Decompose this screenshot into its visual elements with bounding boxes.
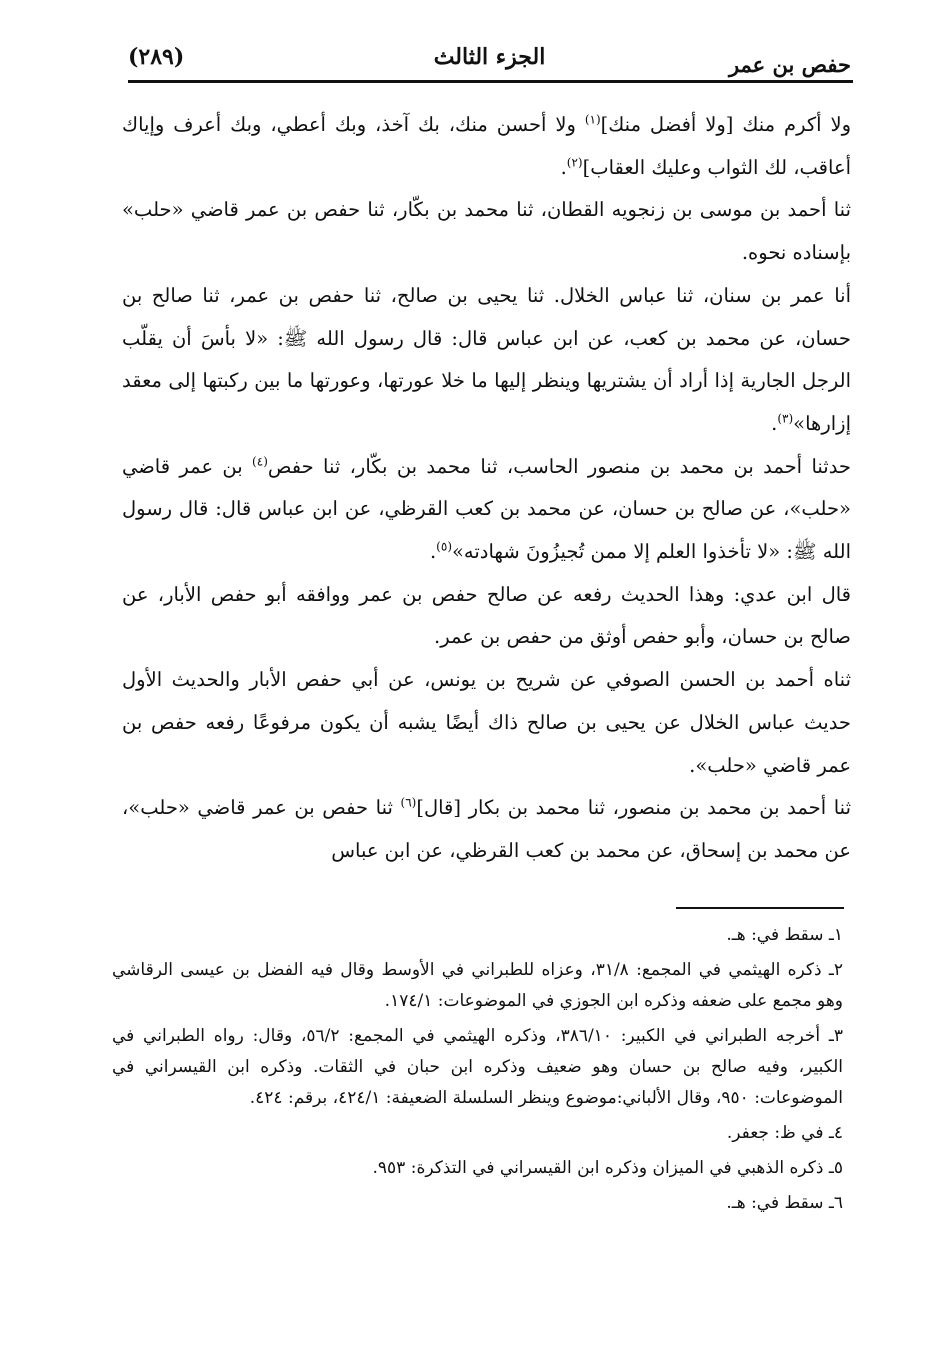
paragraph-text: ولا أكرم منك [ولا أفضل منك] — [600, 113, 852, 136]
page-number: (٢٨٩) — [128, 44, 185, 70]
footnote-marker: (٦) — [400, 795, 417, 810]
page-header — [128, 40, 851, 80]
paragraph-5 — [122, 574, 851, 659]
paragraph-text: . — [771, 411, 778, 435]
paragraph-text: . — [560, 155, 567, 179]
paragraph-6 — [122, 659, 851, 787]
footnotes — [112, 920, 843, 1223]
volume-title: الجزء الثالث — [433, 44, 546, 70]
paragraph-text: ثنا حفص بن عمر قاضي «حلب»، عن محمد بن إسحاق، عن محمد بن كعب القرظي، عن ابن عباس — [122, 796, 851, 862]
footnote-marker: (٥) — [436, 539, 452, 554]
paragraph-2 — [122, 189, 851, 274]
footnote-marker: (٤) — [252, 454, 268, 469]
main-text — [122, 104, 851, 873]
paragraph-text: ثنا أحمد بن محمد بن منصور، ثنا محمد بن بكار [قال] — [416, 796, 851, 820]
footnote-marker: (١) — [584, 112, 601, 127]
footnote-3: ٣ـ أخرجه الطبراني في الكبير: ٣٨٦/١٠، وذكره الهيثمي في المجمع: ٥٦/٢، وقال: رواه الطبراني في الكبير، وفيه صالح بن حسان وهو ضعيف وذكره ابن حبان في الثقات. وذكره ابن القيسراني في الموضوعات: ٩٥٠، وقال الألباني:موضوع وينظر السلسلة الضعيفة: ٤٢٤/١، برقم: ٤٢٤. — [112, 1026, 844, 1108]
footnote-4: ٤ـ في ظ: جعفر. — [726, 1123, 843, 1143]
paragraph-text: أنا عمر بن سنان، ثنا عباس الخلال. ثنا يحيى بن صالح، ثنا حفص بن عمر، ثنا صالح بن حسان، عن محمد بن كعب، عن ابن عباس قال: قال رسول الله ﷺ: «لا بأسَ أن يقلّب الرجل الجارية إذا أراد أن يشتريها وينظر إليها ما خلا عورتها، وعورتها ما بين ركبتها إلى معقد إزارها» — [122, 283, 851, 435]
paragraph-text: ثنا أحمد بن موسى بن زنجويه القطان، ثنا محمد بن بكّار، ثنا حفص بن عمر قاضي «حلب» بإسناده نحوه. — [122, 198, 851, 265]
paragraph-text: قال ابن عدي: وهذا الحديث رفعه عن صالح حفص بن عمر ووافقه أبو حفص الأبار، عن صالح بن حسان، وأبو حفص أوثق من حفص بن عمر. — [122, 582, 851, 649]
paragraph-1 — [122, 104, 851, 189]
paragraph-4 — [122, 446, 851, 574]
paragraph-3 — [122, 275, 851, 446]
footnote-separator — [676, 907, 844, 909]
paragraph-text: . — [429, 540, 437, 564]
paragraph-7 — [122, 787, 851, 872]
footnote-6: ٦ـ سقط في: هـ. — [726, 1193, 843, 1213]
paragraph-text: ثناه أحمد بن الحسن الصوفي عن شريح بن يونس، عن أبي حفص الأبار والحديث الأول حديث عباس الخلال عن يحيى بن صالح ذاك أيضًا يشبه أن يكون مرفوعًا رفعه حفص بن عمر قاضي «حلب». — [122, 668, 851, 777]
paragraph-text: ولا أحسن منك، بك آخذ، وبك أعطي، وبك أعرف وإياك أعاقب، لك الثواب وعليك العقاب] — [122, 113, 851, 179]
footnote-marker: (٣) — [777, 411, 794, 426]
paragraph-text: حدثنا أحمد بن محمد بن منصور الحاسب، ثنا محمد بن بكّار، ثنا حفص — [267, 454, 851, 478]
footnote-5: ٥ـ ذكره الذهبي في الميزان وذكره ابن القيسراني في التذكرة: ٩٥٣. — [372, 1158, 843, 1178]
footnote-1: ١ـ سقط في: هـ. — [726, 925, 843, 945]
running-title: حفص بن عمر — [728, 52, 851, 77]
footnote-marker: (٢) — [566, 155, 583, 170]
header-rule — [128, 80, 853, 83]
paragraph-text: بن عمر قاضي «حلب»، عن صالح بن حسان، عن محمد بن كعب القرظي، عن ابن عباس قال: قال رسول الله ﷺ: «لا تأخذوا العلم إلا ممن تُجيزُونَ شهادته» — [122, 454, 851, 564]
footnote-2: ٢ـ ذكره الهيثمي في المجمع: ٣١/٨، وعزاه للطبراني في الأوسط وقال فيه الفضل بن عيسى الرقاشي وهو مجمع على ضعفه وذكره ابن الجوزي في الموضوعات: ١٧٤/١. — [112, 960, 843, 1011]
